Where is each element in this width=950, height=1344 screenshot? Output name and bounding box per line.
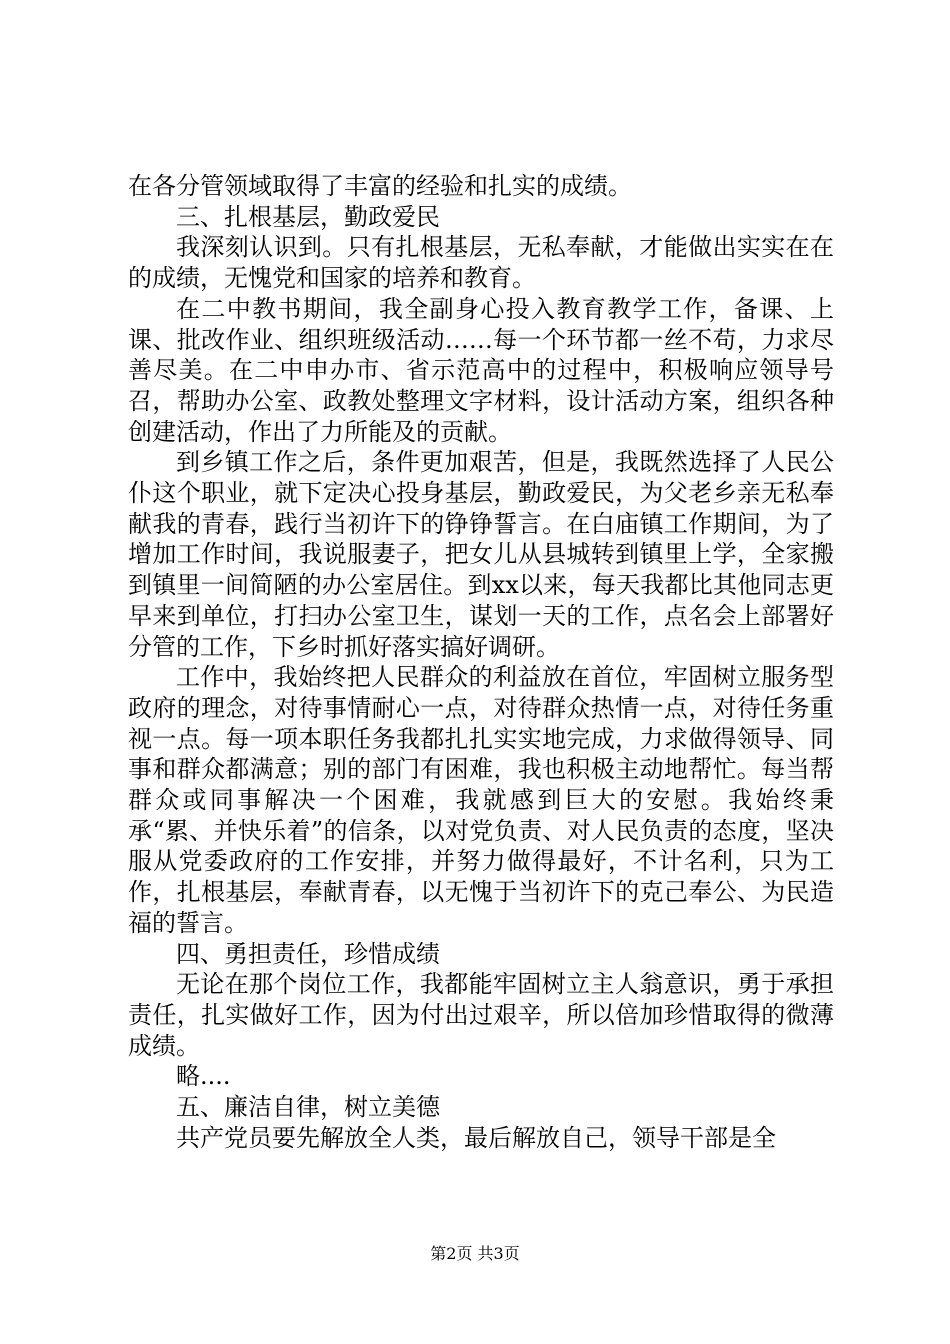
paragraph-4: 到乡镇工作之后，条件更加艰苦，但是，我既然选择了人民公仆这个职业，就下定决心投身基层，勤政爱民，为父老乡亲无私奉献我的青春，践行当初许下的铮铮誓言。在白庙镇工作期间，为了增加工作时间，我说服妻子，把女儿从县城转到镇里上学，全家搬到镇里一间简陋的办公室居住。到xx以来，每天我都比其他同志更早来到单位，打扫办公室卫生，谋划一天的工作，点名会上部署好分管的工作，下乡时抓好落实搞好调研。 bbox=[128, 448, 834, 661]
paragraph-2: 我深刻认识到。只有扎根基层，无私奉献，才能做出实实在在的成绩，无愧党和国家的培养和教育。 bbox=[128, 233, 834, 293]
page-footer: 第2页 共3页 bbox=[430, 1244, 520, 1263]
paragraph-3: 在二中教书期间，我全副身心投入教育教学工作，备课、上课、批改作业、组织班级活动……每一个环节都一丝不苟，力求尽善尽美。在二中申办市、省示范高中的过程中，积极响应领导号召，帮助办公室、政教处整理文字材料，设计活动方案，组织各种创建活动，作出了力所能及的贡献。 bbox=[128, 294, 834, 446]
paragraph-5: 工作中，我始终把人民群众的利益放在首位，牢固树立服务型政府的理念，对待事情耐心一点，对待群众热情一点，对待任务重视一点。每一项本职任务我都扎扎实实地完成，力求做得领导、同事和群众都满意；别的部门有困难，我也积极主动地帮忙。每当帮群众或同事解决一个困难，我就感到巨大的安慰。我始终秉承“累、并快乐着”的信条，以对党负责、对人民负责的态度，坚决服从党委政府的工作安排，并努力做得最好，不计名利，只为工作，扎根基层，奉献青春，以无愧于当初许下的克己奉公、为民造福的誓言。 bbox=[128, 663, 834, 937]
section-heading-3: 三、扎根基层，勤政爱民 bbox=[176, 202, 440, 231]
paragraph-6: 无论在那个岗位工作，我都能牢固树立主人翁意识，勇于承担责任，扎实做好工作，因为付出过艰辛，所以倍加珍惜取得的微薄成绩。 bbox=[128, 970, 834, 1060]
section-heading-5: 五、廉洁自律，树立美德 bbox=[176, 1093, 440, 1122]
paragraph-1: 在各分管领域取得了丰富的经验和扎实的成绩。 bbox=[128, 172, 632, 200]
section-heading-4: 四、勇担责任，珍惜成绩 bbox=[176, 939, 440, 968]
paragraph-7: 略.... bbox=[176, 1062, 231, 1091]
document-body bbox=[128, 171, 834, 1154]
paragraph-8: 共产党员要先解放全人类，最后解放自己，领导干部是全 bbox=[176, 1123, 776, 1152]
